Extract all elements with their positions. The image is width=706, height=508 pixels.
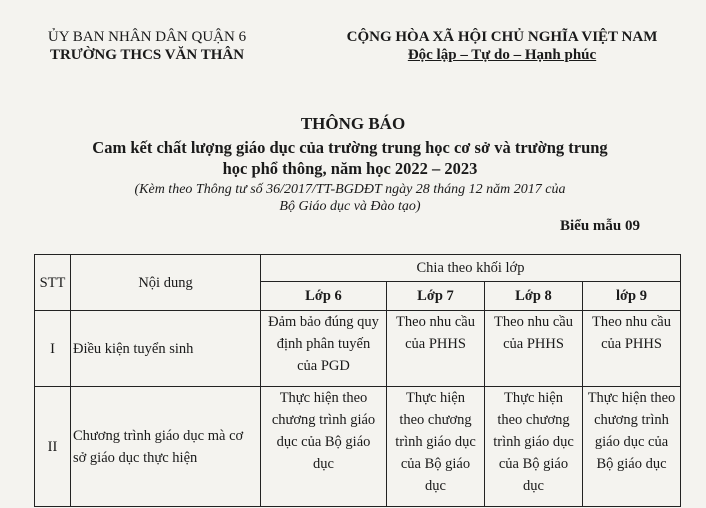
national-motto: Độc lập – Tự do – Hạnh phúc: [407, 47, 597, 63]
header-grade-8: Lớp 8: [485, 282, 583, 311]
cell-line: của PGD: [297, 358, 350, 374]
header-grade-6: Lớp 6: [261, 282, 387, 311]
doc-title: THÔNG BÁO: [300, 114, 406, 133]
content-line: Chương trình giáo dục mà cơ: [73, 427, 244, 444]
issuer-block: [8, 28, 286, 64]
cell-line: của PHHS: [405, 336, 466, 352]
table-row: [35, 387, 681, 507]
cell-line: dục: [313, 456, 334, 472]
cell-line: dục của Bộ giáo: [276, 434, 371, 450]
row-cell: [261, 387, 387, 507]
note-line-1: (Kèm theo Thông tư số 36/2017/TT-BGDĐT ngày 28 tháng 12 năm 2017 của: [134, 182, 566, 197]
header-grade-7: Lớp 7: [387, 282, 485, 311]
header-grade-group: Chia theo khối lớp: [261, 255, 681, 282]
cell-line: Đảm bảo đúng quy: [268, 314, 379, 330]
cell-line: Thực hiện theo: [279, 390, 368, 406]
national-motto-block: [318, 28, 686, 64]
row-cell: [583, 311, 681, 387]
commitment-table: [34, 254, 681, 507]
doc-note: [60, 181, 640, 215]
row-cell: [485, 387, 583, 507]
header-stt: STT: [35, 255, 71, 311]
cell-line: của PHHS: [503, 336, 564, 352]
table-header-row: [35, 255, 681, 282]
cell-line: của Bộ giáo: [498, 456, 569, 472]
cell-line: Theo nhu cầu: [494, 314, 573, 330]
cell-line: dục: [523, 478, 544, 494]
cell-line: theo chương: [497, 412, 570, 428]
issuer-school: TRƯỜNG THCS VĂN THÂN: [49, 47, 245, 63]
cell-line: của PHHS: [601, 336, 662, 352]
issuer-authority: ỦY BAN NHÂN DÂN QUẬN 6: [47, 29, 247, 45]
cell-line: định phân tuyến: [276, 336, 371, 352]
header-content: Nội dung: [71, 255, 261, 311]
cell-line: giáo dục của: [594, 434, 669, 450]
cell-line: chương trình: [594, 412, 669, 428]
cell-line: Thực hiện theo: [587, 390, 676, 406]
cell-line: trình giáo dục: [493, 434, 574, 450]
cell-line: trình giáo dục: [395, 434, 476, 450]
cell-line: Theo nhu cầu: [396, 314, 475, 330]
cell-line: của Bộ giáo: [400, 456, 471, 472]
subtitle-line-2: học phổ thông, năm học 2022 – 2023: [222, 159, 478, 178]
cell-line: Thực hiện: [504, 390, 563, 406]
row-cell: [485, 311, 583, 387]
row-content: Điều kiện tuyển sinh: [71, 311, 261, 387]
note-line-2: Bộ Giáo dục và Đào tạo): [279, 199, 421, 214]
cell-line: chương trình giáo: [271, 412, 376, 428]
cell-line: theo chương: [399, 412, 472, 428]
row-stt: I: [35, 311, 71, 387]
cell-line: Thực hiện: [406, 390, 465, 406]
form-label: Biểu mẫu 09: [559, 218, 640, 234]
row-content: [71, 387, 261, 507]
cell-line: Theo nhu cầu: [592, 314, 671, 330]
row-stt: II: [35, 387, 71, 507]
row-cell: [583, 387, 681, 507]
row-cell: [387, 311, 485, 387]
doc-subtitle: [30, 137, 670, 179]
table-row: [35, 311, 681, 387]
country-name: CỘNG HÒA XÃ HỘI CHỦ NGHĨA VIỆT NAM: [346, 29, 658, 45]
row-cell: [387, 387, 485, 507]
subtitle-line-1: Cam kết chất lượng giáo dục của trường trung học cơ sở và trường trung: [92, 138, 608, 157]
cell-line: Bộ giáo dục: [596, 456, 667, 472]
header-grade-9: lớp 9: [583, 282, 681, 311]
content-line: sở giáo dục thực hiện: [73, 449, 198, 466]
cell-line: dục: [425, 478, 446, 494]
row-cell: [261, 311, 387, 387]
